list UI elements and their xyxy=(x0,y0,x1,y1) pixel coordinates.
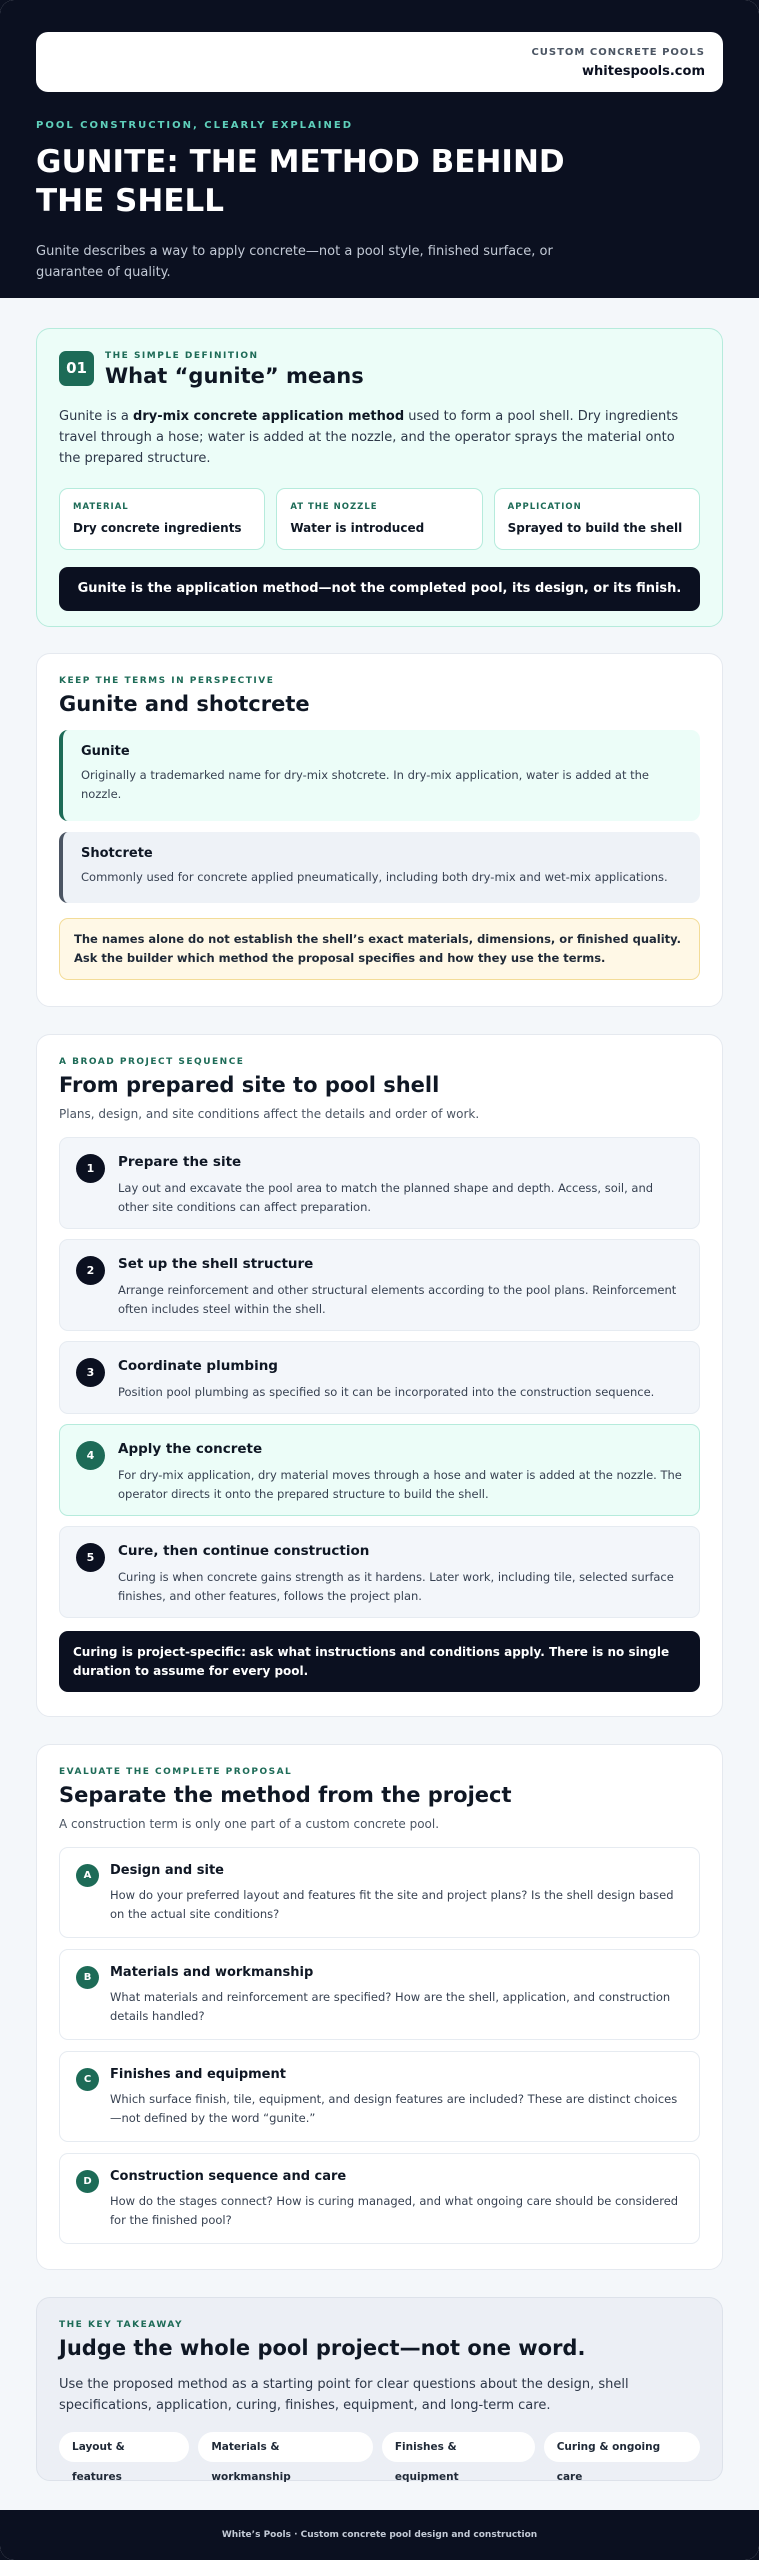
definition-section xyxy=(36,328,723,627)
item-title: Design and site xyxy=(110,1863,224,1878)
item-title: Construction sequence and care xyxy=(110,2169,347,2184)
sequence-subtitle: Plans, design, and site conditions affect the details and order of work. xyxy=(59,1107,480,1121)
definition-body-pre: Gunite is a xyxy=(59,409,134,424)
evaluate-title: Separate the method from the project xyxy=(59,1783,512,1807)
brand-tagline: CUSTOM CONCRETE POOLS xyxy=(531,47,705,58)
step-body: Arrange reinforcement and other structural elements according to the pool plans. Reinforcement often includes steel within the shell. xyxy=(118,1283,677,1316)
step-body: Position pool plumbing as specified so it can be incorporated into the construction sequence. xyxy=(118,1385,655,1399)
definition-body-post: used to form a pool shell. Dry ingredients travel through a hose; water is added at the nozzle, and the operator sprays the material onto the prepared structure. xyxy=(59,409,679,466)
evaluate-item xyxy=(59,1847,700,1938)
step-item xyxy=(59,1239,700,1331)
takeaway-eyebrow: THE KEY TAKEAWAY xyxy=(59,2320,183,2330)
terms-section xyxy=(36,653,723,1007)
step-item xyxy=(59,1137,700,1229)
item-letter-badge: D xyxy=(76,2170,99,2193)
evaluate-subtitle: A construction term is only one part of a custom concrete pool. xyxy=(59,1817,440,1831)
hero-header xyxy=(0,0,759,298)
term-body: Commonly used for concrete applied pneumatically, including both dry-mix and wet-mix applications. xyxy=(81,870,668,884)
step-number: 1 xyxy=(76,1154,105,1183)
step-title: Apply the concrete xyxy=(118,1441,263,1457)
brand-url[interactable]: whitespools.com xyxy=(582,64,705,79)
step-title: Cure, then continue construction xyxy=(118,1543,370,1559)
item-letter-badge: A xyxy=(76,1864,99,1887)
item-title: Finishes and equipment xyxy=(110,2067,286,2082)
definition-callout: Gunite is the application method—not the completed pool, its design, or its finish. xyxy=(59,567,700,611)
item-body: What materials and reinforcement are specified? How are the shell, application, and construction details handled? xyxy=(110,1990,671,2023)
definition-title: What “gunite” means xyxy=(105,364,364,388)
evaluate-section xyxy=(36,1744,723,2270)
tag-pill: Materials & workmanship xyxy=(198,2432,373,2462)
step-item-highlighted xyxy=(59,1424,700,1516)
terms-eyebrow: KEEP THE TERMS IN PERSPECTIVE xyxy=(59,676,275,686)
evaluate-item xyxy=(59,1949,700,2040)
sequence-section xyxy=(36,1034,723,1717)
fact-label: MATERIAL xyxy=(73,502,129,512)
step-number: 3 xyxy=(76,1358,105,1387)
step-item xyxy=(59,1341,700,1414)
term-card-shotcrete xyxy=(59,832,700,903)
item-body: How do your preferred layout and features fit the site and project plans? Is the shell design based on the actual site conditions? xyxy=(110,1888,674,1921)
item-title: Materials and workmanship xyxy=(110,1965,314,1980)
step-title: Prepare the site xyxy=(118,1154,242,1170)
evaluate-item xyxy=(59,2051,700,2142)
term-body: Originally a trademarked name for dry-mix shotcrete. In dry-mix application, water is added at the nozzle. xyxy=(81,768,649,801)
step-title: Set up the shell structure xyxy=(118,1256,314,1272)
takeaway-section xyxy=(36,2297,723,2481)
definition-body xyxy=(59,406,700,469)
definition-eyebrow: THE SIMPLE DEFINITION xyxy=(105,351,259,361)
terms-title: Gunite and shotcrete xyxy=(59,692,310,716)
item-letter-badge: B xyxy=(76,1966,99,1989)
fact-card-material xyxy=(59,488,265,550)
fact-card-application xyxy=(494,488,700,550)
step-number: 5 xyxy=(76,1543,105,1572)
fact-label: APPLICATION xyxy=(507,502,582,512)
definition-body-bold: dry-mix concrete application method xyxy=(133,409,405,424)
takeaway-tags xyxy=(59,2432,700,2483)
fact-card-nozzle xyxy=(276,488,482,550)
step-number: 2 xyxy=(76,1256,105,1285)
terms-note: The names alone do not establish the shell’s exact materials, dimensions, or finished quality. Ask the builder which method the proposal specifies and how they use the terms. xyxy=(59,918,700,980)
definition-facts xyxy=(59,488,700,550)
fact-value: Water is introduced xyxy=(290,521,425,535)
step-body: For dry-mix application, dry material moves through a hose and water is added at the nozzle. The operator directs it onto the prepared structure to build the shell. xyxy=(118,1468,682,1501)
step-number: 4 xyxy=(76,1441,105,1470)
fact-value: Dry concrete ingredients xyxy=(73,521,242,535)
takeaway-title: Judge the whole pool project—not one word. xyxy=(59,2336,586,2360)
tag-pill: Layout & features xyxy=(59,2432,189,2462)
item-body: How do the stages connect? How is curing managed, and what ongoing care should be considered for the finished pool? xyxy=(110,2194,679,2227)
hero-eyebrow: POOL CONSTRUCTION, CLEARLY EXPLAINED xyxy=(36,120,353,131)
term-title: Shotcrete xyxy=(81,846,153,861)
section-number-badge: 01 xyxy=(59,351,94,386)
evaluate-item xyxy=(59,2153,700,2244)
step-title: Coordinate plumbing xyxy=(118,1358,278,1374)
fact-label: AT THE NOZZLE xyxy=(290,502,378,512)
tag-pill: Finishes & equipment xyxy=(382,2432,535,2462)
sequence-eyebrow: A BROAD PROJECT SEQUENCE xyxy=(59,1057,245,1067)
tag-pill: Curing & ongoing care xyxy=(544,2432,700,2462)
fact-value: Sprayed to build the shell xyxy=(507,521,683,535)
sequence-title: From prepared site to pool shell xyxy=(59,1073,440,1097)
step-item xyxy=(59,1526,700,1618)
item-letter-badge: C xyxy=(76,2068,99,2091)
evaluate-eyebrow: EVALUATE THE COMPLETE PROPOSAL xyxy=(59,1767,293,1777)
term-title: Gunite xyxy=(81,744,130,759)
hero-subtitle: Gunite describes a way to apply concrete—not a pool style, finished surface, or guarantee of quality. xyxy=(36,244,553,280)
term-card-gunite xyxy=(59,730,700,821)
footer: White’s Pools · Custom concrete pool design and construction xyxy=(0,2510,759,2560)
brand-box xyxy=(36,32,723,92)
sequence-callout: Curing is project-specific: ask what instructions and conditions apply. There is no single duration to assume for every pool. xyxy=(59,1631,700,1692)
takeaway-body: Use the proposed method as a starting point for clear questions about the design, shell specifications, application, curing, finishes, equipment, and long-term care. xyxy=(59,2377,629,2413)
step-body: Lay out and excavate the pool area to match the planned shape and depth. Access, soil, and other site conditions can affect preparation. xyxy=(118,1181,654,1214)
item-body: Which surface finish, tile, equipment, and design features are included? These are distinct choices—not defined by the word “gunite.” xyxy=(110,2092,678,2125)
step-body: Curing is when concrete gains strength as it hardens. Later work, including tile, selected surface finishes, and other features, follows the project plan. xyxy=(118,1570,674,1603)
page-title: GUNITE: THE METHOD BEHIND THE SHELL xyxy=(36,144,565,219)
